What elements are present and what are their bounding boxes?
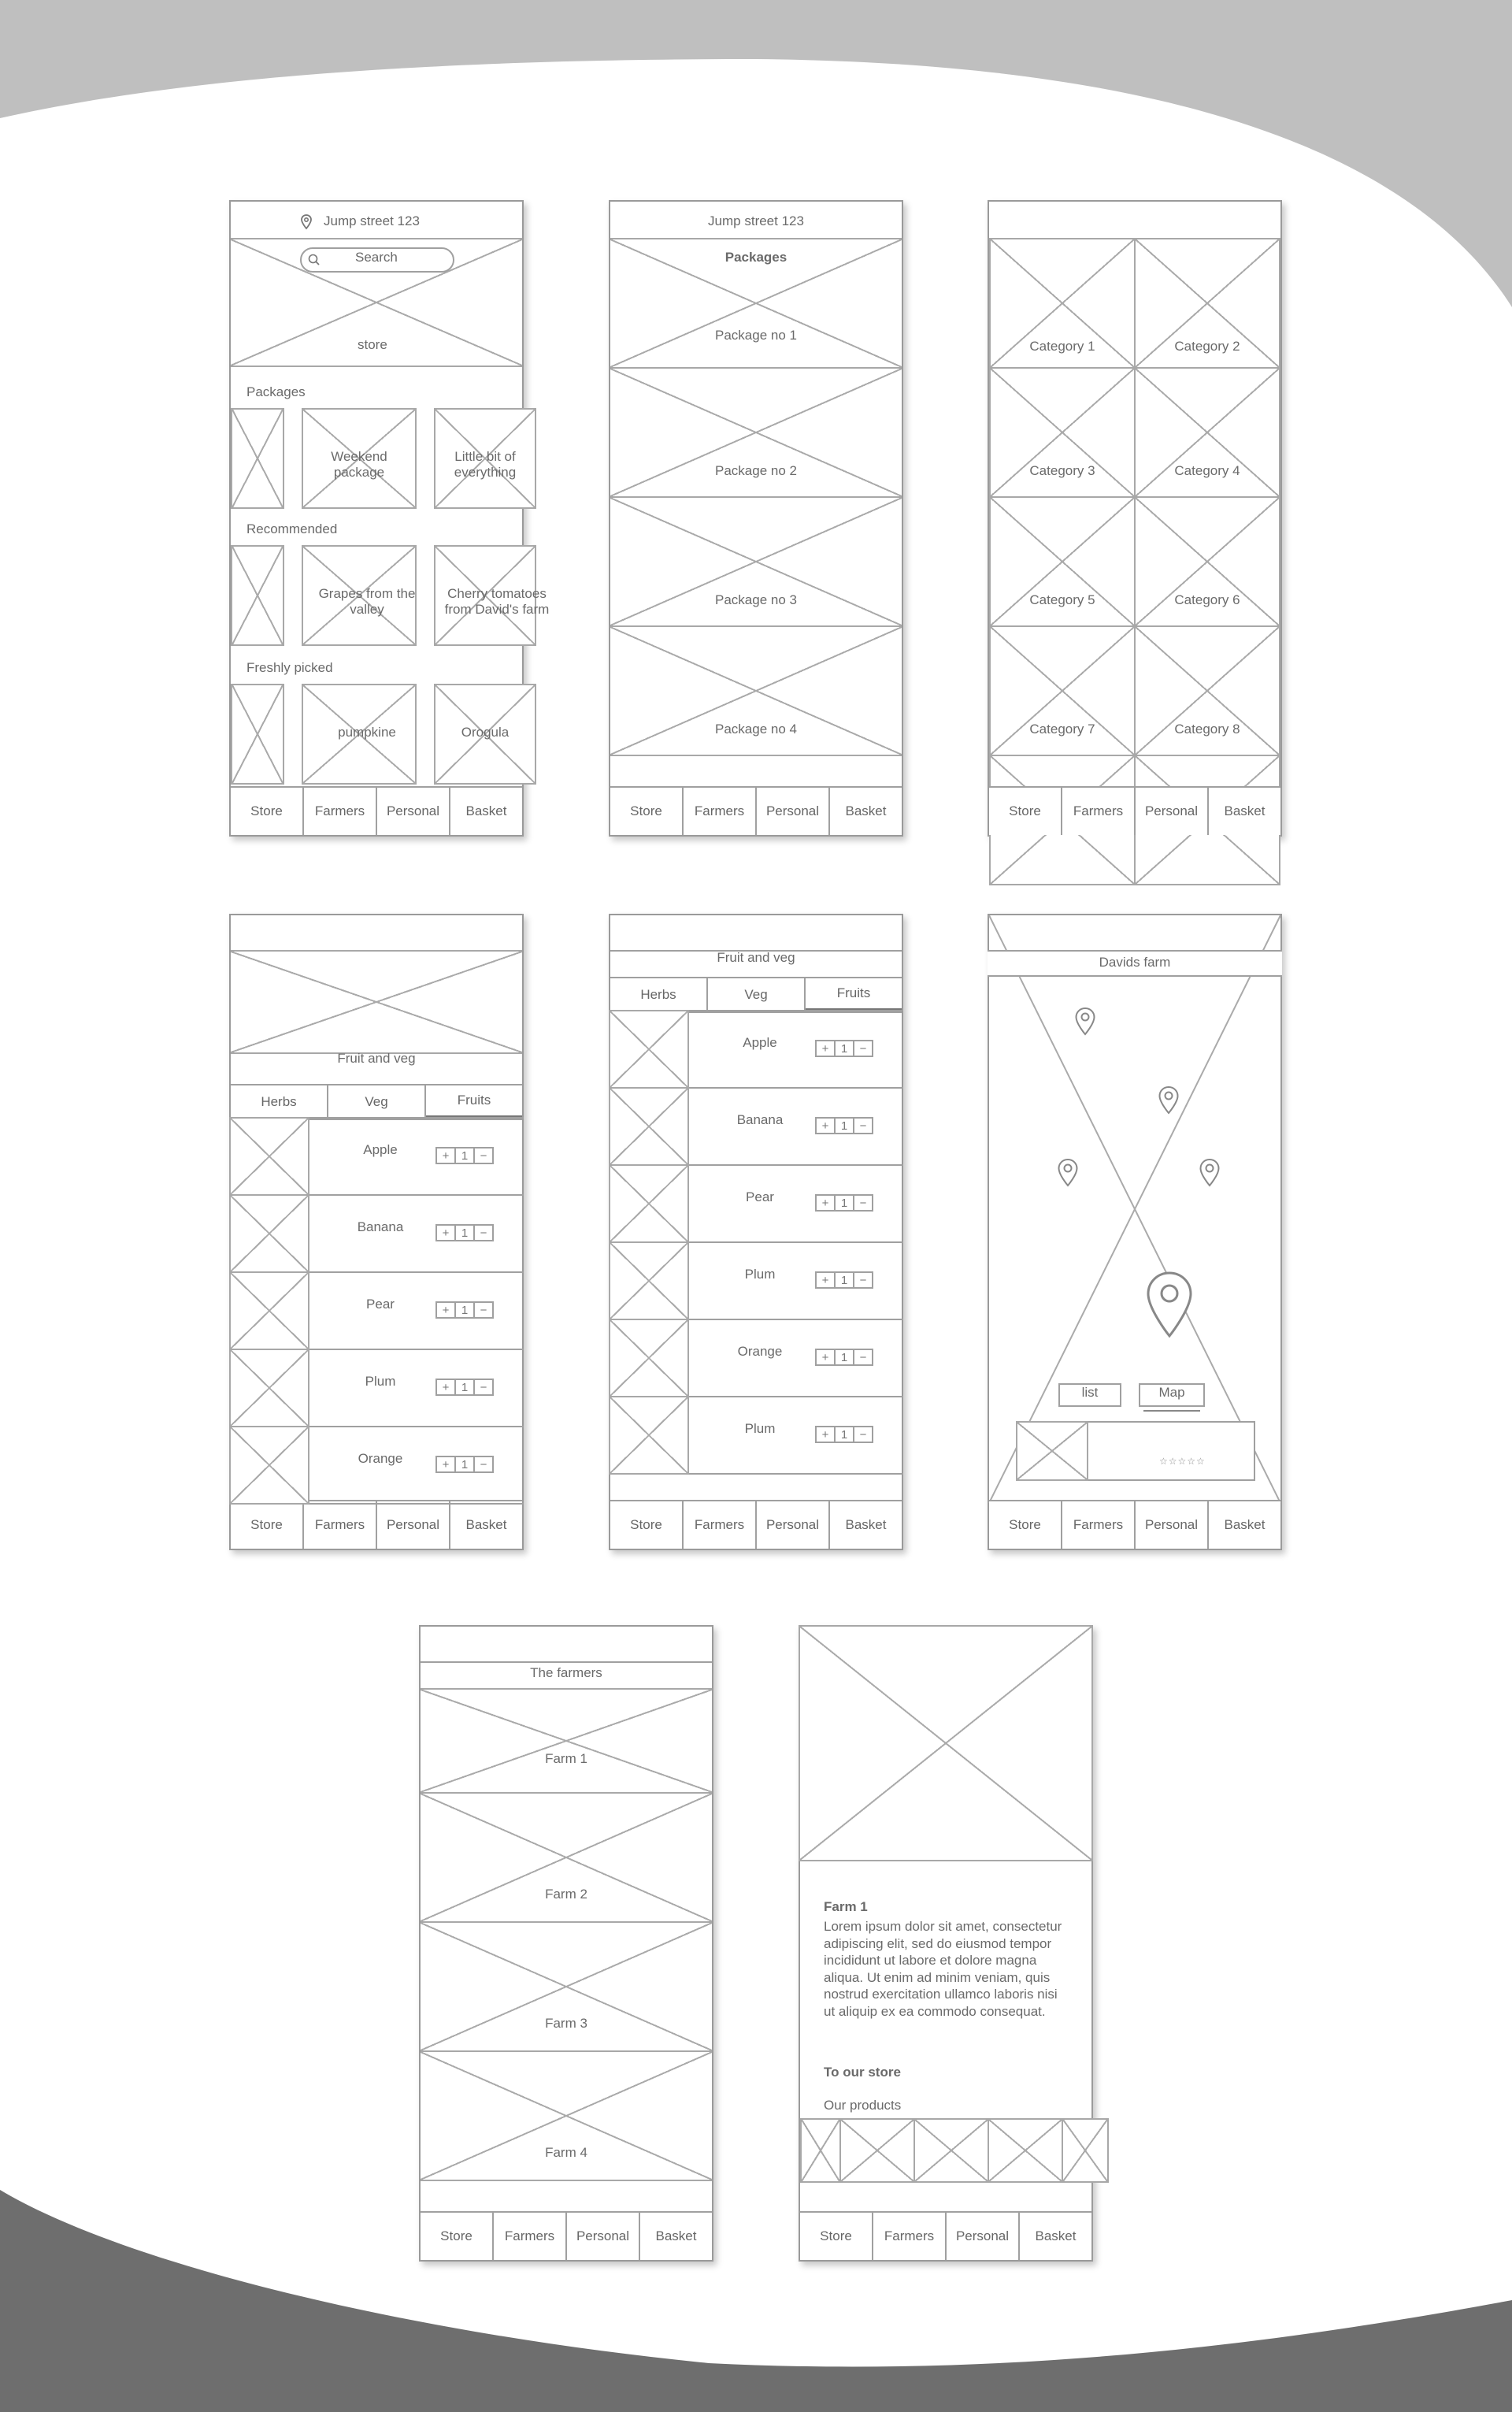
decrement-button[interactable]: − (473, 1456, 494, 1473)
bottom-nav (421, 2211, 712, 2260)
nav-personal[interactable]: Personal (1136, 1501, 1209, 1549)
product-name: Pear (366, 1297, 395, 1312)
address-label: Jump street 123 (708, 213, 804, 228)
product-thumbnail (609, 1087, 689, 1166)
decrement-button[interactable]: − (853, 1117, 873, 1134)
farm-label: Farm 3 (545, 2016, 587, 2031)
farm-label: Farm 2 (545, 1887, 587, 1902)
list-toggle-button[interactable] (1058, 1383, 1121, 1407)
address-label: Jump street 123 (324, 213, 420, 228)
section-title: Recommended (246, 521, 338, 536)
divider (610, 950, 902, 952)
nav-basket[interactable]: Basket (465, 803, 507, 818)
increment-button[interactable]: + (815, 1349, 836, 1366)
nav-store[interactable]: Store (610, 788, 684, 835)
nav-farmers[interactable]: Farmers (684, 1501, 757, 1549)
increment-button[interactable]: + (435, 1456, 456, 1473)
package-label: Package no 1 (715, 328, 797, 343)
product-thumbnail (229, 1426, 309, 1505)
product-thumb-partial[interactable] (1062, 2118, 1109, 2183)
category-label: Category 6 (1174, 592, 1240, 607)
location-pin-icon (300, 214, 313, 230)
screen-farm-detail (799, 1625, 1093, 2262)
farm-banner[interactable] (421, 1792, 712, 1923)
map-pin-icon[interactable] (1057, 1158, 1079, 1188)
quantity-value[interactable]: 1 (454, 1379, 475, 1396)
quantity-value[interactable]: 1 (454, 1456, 475, 1473)
screen-categories (988, 200, 1282, 837)
quantity-value[interactable]: 1 (834, 1040, 854, 1057)
nav-farmers[interactable]: Farmers (494, 2213, 567, 2260)
active-toggle-indicator (1143, 1410, 1200, 1412)
category-hero-image (231, 950, 522, 1054)
category-label: Category 8 (1174, 722, 1240, 737)
farm-description: Lorem ipsum dolor sit amet, consectetur adipiscing elit, sed do eiusmod tempor incididunt ut labore et dolore magna aliqua. Ut enim ad minim veniam, quis nostrud exercitation ullamco laboris nisi ut aliquip ex ea commodo consequat. (824, 1919, 1062, 2019)
tab-veg[interactable]: Veg (328, 1085, 426, 1119)
product-card-label: pumpkine (338, 725, 396, 740)
hero-label: store (358, 337, 387, 352)
increment-button[interactable]: + (435, 1224, 456, 1241)
decrement-button[interactable]: − (473, 1224, 494, 1241)
section-title: Freshly picked (246, 660, 333, 675)
decrement-button[interactable]: − (473, 1379, 494, 1396)
package-card-partial[interactable] (231, 408, 284, 509)
product-thumbnail (609, 1010, 689, 1089)
increment-button[interactable]: + (815, 1194, 836, 1212)
package-label: Package no 4 (715, 722, 797, 737)
tab-veg[interactable]: Veg (708, 978, 806, 1011)
product-name: Plum (744, 1421, 776, 1436)
map-pin-icon[interactable] (1158, 1085, 1180, 1115)
product-name: Banana (736, 1112, 784, 1127)
product-thumbnail (609, 1396, 689, 1475)
increment-button[interactable]: + (435, 1147, 456, 1164)
bottom-nav (231, 1500, 522, 1549)
map-area[interactable] (989, 915, 1280, 1503)
increment-button[interactable]: + (815, 1271, 836, 1289)
nav-store[interactable]: Store (421, 2213, 494, 2260)
nav-farmers[interactable]: Farmers (684, 788, 757, 835)
category-label: Category 2 (1174, 339, 1240, 354)
product-thumbnail (229, 1194, 309, 1273)
farm-label: Farm 4 (545, 2145, 587, 2160)
tab-herbs[interactable]: Herbs (610, 978, 708, 1011)
decrement-button[interactable]: − (473, 1147, 494, 1164)
screen-farmers (419, 1625, 713, 2262)
product-thumb[interactable] (914, 2118, 989, 2183)
increment-button[interactable]: + (815, 1040, 836, 1057)
page-title: Davids farm (1099, 955, 1171, 970)
farm-banner[interactable] (421, 1921, 712, 2052)
nav-farmers[interactable]: Farmers (1062, 1501, 1136, 1549)
map-toggle-label: Map (1158, 1385, 1185, 1400)
quantity-value[interactable]: 1 (834, 1117, 854, 1134)
tab-herbs[interactable]: Herbs (231, 1085, 328, 1119)
nav-basket[interactable]: Basket (1224, 1517, 1266, 1532)
quantity-stepper (437, 1379, 494, 1396)
nav-personal[interactable]: Personal (757, 788, 830, 835)
bottom-nav (231, 786, 522, 835)
product-name: Orange (737, 1344, 783, 1359)
quantity-stepper (817, 1117, 873, 1134)
page-title: Packages (724, 250, 788, 265)
product-name: Pear (746, 1189, 774, 1204)
product-thumbnail (229, 1117, 309, 1196)
products-label: Our products (824, 2098, 902, 2113)
nav-store[interactable]: Store (610, 1501, 684, 1549)
nav-farmers[interactable]: Farmers (304, 1501, 377, 1549)
nav-store[interactable]: Store (231, 788, 304, 835)
farm-title: Farm 1 (824, 1899, 868, 1914)
product-thumbnail (609, 1241, 689, 1320)
nav-personal[interactable]: Personal (377, 1501, 450, 1549)
search-placeholder: Search (355, 250, 398, 265)
nav-basket[interactable]: Basket (655, 2228, 697, 2243)
farm-banner[interactable] (421, 1688, 712, 1794)
screen-fruit-and-veg-list (609, 914, 903, 1550)
farm-hero-image (799, 1625, 1093, 1861)
decrement-button[interactable]: − (853, 1040, 873, 1057)
category-label: Category 3 (1029, 463, 1095, 478)
quantity-stepper (817, 1040, 873, 1057)
nav-personal[interactable]: Personal (567, 2213, 640, 2260)
quantity-stepper (817, 1194, 873, 1212)
tab-bar (610, 977, 902, 1013)
quantity-value[interactable]: 1 (454, 1301, 475, 1319)
product-card-label: Grapes from the valley (318, 586, 416, 618)
nav-store[interactable]: Store (989, 1501, 1062, 1549)
increment-button[interactable]: + (815, 1426, 836, 1443)
product-thumb[interactable] (839, 2118, 915, 2183)
quantity-stepper (817, 1271, 873, 1289)
farm-preview-image (1016, 1421, 1088, 1481)
nav-store[interactable]: Store (989, 788, 1062, 835)
increment-button[interactable]: + (435, 1301, 456, 1319)
bottom-nav (989, 1500, 1280, 1549)
quantity-stepper (437, 1224, 494, 1241)
category-label: Category 5 (1029, 592, 1095, 607)
tab-fruits[interactable]: Fruits (426, 1085, 522, 1119)
bottom-nav (800, 2211, 1091, 2260)
screen-home (229, 200, 550, 837)
decrement-button[interactable]: − (473, 1301, 494, 1319)
list-toggle-label: list (1081, 1385, 1099, 1400)
nav-store[interactable]: Store (800, 2213, 873, 2260)
increment-button[interactable]: + (435, 1379, 456, 1396)
nav-personal[interactable]: Personal (1136, 788, 1209, 835)
product-name: Orange (358, 1451, 403, 1466)
nav-basket[interactable]: Basket (845, 803, 887, 818)
to-store-link[interactable]: To our store (824, 2065, 901, 2080)
map-toggle-button[interactable] (1139, 1383, 1205, 1407)
decrement-button[interactable]: − (853, 1426, 873, 1443)
nav-basket[interactable]: Basket (465, 1517, 507, 1532)
map-pin-icon-selected[interactable] (1143, 1270, 1195, 1339)
nav-store[interactable]: Store (231, 1501, 304, 1549)
quantity-stepper (817, 1426, 873, 1443)
bottom-nav (989, 786, 1280, 835)
package-card-label: Weekend package (331, 449, 387, 481)
bottom-nav (610, 786, 902, 835)
quantity-stepper (437, 1456, 494, 1473)
screen-fruit-and-veg (229, 914, 524, 1550)
decrement-button[interactable]: − (853, 1349, 873, 1366)
category-label: Category 7 (1029, 722, 1095, 737)
search-icon (308, 254, 321, 266)
quantity-value[interactable]: 1 (834, 1349, 854, 1366)
farm-label: Farm 1 (545, 1751, 587, 1766)
map-pin-icon[interactable] (1074, 1007, 1096, 1037)
screen-farm-map (988, 914, 1282, 1550)
product-thumbnail (229, 1271, 309, 1350)
nav-farmers[interactable]: Farmers (304, 788, 377, 835)
nav-basket[interactable]: Basket (1035, 2228, 1077, 2243)
tab-bar (231, 1084, 522, 1120)
hero-label: Fruit and veg (337, 1051, 416, 1066)
nav-personal[interactable]: Personal (757, 1501, 830, 1549)
product-thumbnail (609, 1164, 689, 1243)
quantity-value[interactable]: 1 (834, 1194, 854, 1212)
farm-banner[interactable] (421, 2050, 712, 2181)
screen-packages (609, 200, 903, 837)
quantity-stepper (437, 1147, 494, 1164)
increment-button[interactable]: + (815, 1117, 836, 1134)
map-pin-icon[interactable] (1199, 1158, 1221, 1188)
product-card-partial[interactable] (231, 684, 284, 785)
nav-personal[interactable]: Personal (947, 2213, 1020, 2260)
package-label: Package no 3 (715, 592, 797, 607)
divider (421, 1661, 712, 1663)
nav-farmers[interactable]: Farmers (873, 2213, 947, 2260)
quantity-value[interactable]: 1 (834, 1426, 854, 1443)
category-label: Category 1 (1029, 339, 1095, 354)
product-card-label: Cherry tomatoes from David's farm (444, 586, 550, 618)
category-label: Category 4 (1174, 463, 1240, 478)
product-thumb-partial[interactable] (800, 2118, 841, 2183)
product-thumbnail (609, 1319, 689, 1397)
product-name: Apple (743, 1035, 777, 1050)
product-thumb[interactable] (988, 2118, 1063, 2183)
section-title: Packages (246, 384, 306, 399)
page-title: The farmers (530, 1665, 602, 1680)
quantity-stepper (437, 1301, 494, 1319)
package-label: Package no 2 (715, 463, 797, 478)
quantity-stepper (817, 1349, 873, 1366)
product-card-partial[interactable] (231, 545, 284, 646)
quantity-value[interactable]: 1 (834, 1271, 854, 1289)
product-card-label: Orogula (461, 725, 510, 740)
package-card-label: Little bit of everything (454, 449, 517, 481)
product-name: Banana (357, 1219, 404, 1234)
product-name: Apple (363, 1142, 398, 1157)
nav-basket[interactable]: Basket (845, 1517, 887, 1532)
nav-personal[interactable]: Personal (377, 788, 450, 835)
tab-fruits[interactable]: Fruits (806, 978, 902, 1011)
quantity-value[interactable]: 1 (454, 1147, 475, 1164)
product-name: Plum (744, 1267, 776, 1282)
bottom-nav (610, 1500, 902, 1549)
decrement-button[interactable]: − (853, 1271, 873, 1289)
quantity-value[interactable]: 1 (454, 1224, 475, 1241)
rating-stars: ☆☆☆☆☆ (1159, 1456, 1206, 1467)
nav-basket[interactable]: Basket (1224, 803, 1266, 818)
page-title: Fruit and veg (717, 950, 795, 965)
product-thumbnail (229, 1349, 309, 1427)
nav-farmers[interactable]: Farmers (1062, 788, 1136, 835)
product-name: Plum (365, 1374, 396, 1389)
decrement-button[interactable]: − (853, 1194, 873, 1212)
